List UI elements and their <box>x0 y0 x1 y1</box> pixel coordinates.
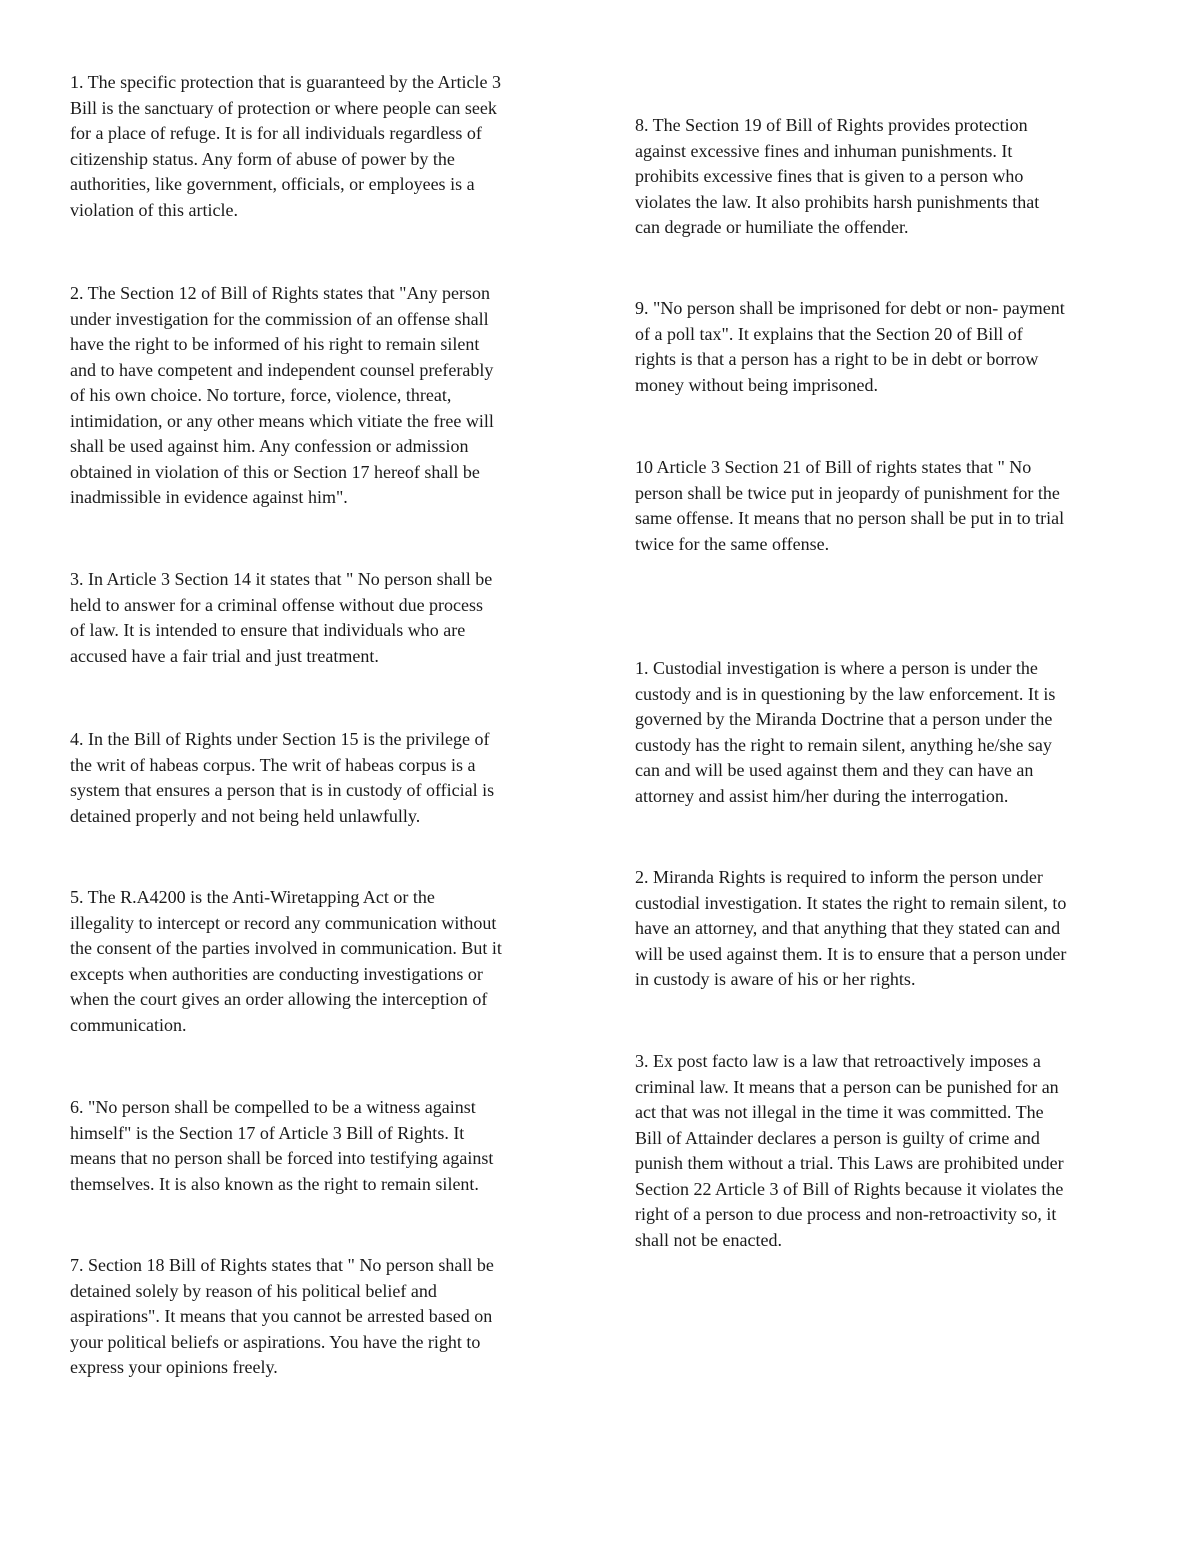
paragraph-article3-protection: 1. The specific protection that is guaranteed by the Article 3 Bill is the sanctuary of protection or where people can seek for a place of refuge. It is for all individuals regardless of citizenship status. Any form of abuse of power by the authorities, like government, officials, or employees is a violation of this article. <box>70 72 502 220</box>
paragraph-section-12: 2. The Section 12 of Bill of Rights states that "Any person under investigation for the commission of an offense shall have the right to be informed of his right to remain silent and to have competent and independent counsel preferably of his own choice. No torture, force, violence, threat, intimidation, or any other means which vitiate the free will shall be used against him. Any confession or admission obtained in violation of this or Section 17 hereof shall be inadmissible in evidence against him". <box>70 283 494 507</box>
paragraph-section-17: 6. "No person shall be compelled to be a witness against himself" is the Section 17 of Article 3 Bill of Rights. It means that no person shall be forced into testifying against themselves. It is also known as the right to remain silent. <box>70 1097 494 1194</box>
paragraph-ex-post-facto: 3. Ex post facto law is a law that retroactively imposes a criminal law. It means that a person can be punished for an act that was not illegal in the time it was committed. The Bill of Attainder declares a person is guilty of crime and punish them without a trial. This Laws are prohibited under Section 22 Article 3 of Bill of Rights because it violates the right of a person to due process and non-retroactivity so, it shall not be enacted. <box>635 1051 1064 1250</box>
paragraph-section-20: 9. "No person shall be imprisoned for debt or non- payment of a poll tax". It explains that the Section 20 of Bill of rights is that a person has a right to be in debt or borrow money without being imprisoned. <box>635 298 1065 395</box>
paragraph-section-18: 7. Section 18 Bill of Rights states that " No person shall be detained solely by reason of his political belief and aspirations". It means that you cannot be arrested based on your political beliefs or aspirations. You have the right to express your opinions freely. <box>70 1255 494 1377</box>
paragraph-custodial-investigation: 1. Custodial investigation is where a person is under the custody and is in questioning by the law enforcement. It is governed by the Miranda Doctrine that a person under the custody has the right to remain silent, anything he/she say can and will be used against them and they can have an attorney and assist him/her during the interrogation. <box>635 658 1056 806</box>
paragraph-ra4200: 5. The R.A4200 is the Anti-Wiretapping Act or the illegality to intercept or record any communication without the consent of the parties involved in communication. But it excepts when authorities are conducting investigations or when the court gives an order allowing the interception of communication. <box>70 887 502 1035</box>
paragraph-section-15: 4. In the Bill of Rights under Section 15 is the privilege of the writ of habeas corpus. The writ of habeas corpus is a system that ensures a person that is in custody of official is detained properly and not being held unlawfully. <box>70 729 495 826</box>
paragraph-section-14: 3. In Article 3 Section 14 it states that " No person shall be held to answer for a criminal offense without due process of law. It is intended to ensure that individuals who are accused have a fair trial and just treatment. <box>70 569 493 666</box>
paragraph-section-19: 8. The Section 19 of Bill of Rights provides protection against excessive fines and inhuman punishments. It prohibits excessive fines that is given to a person who violates the law. It also prohibits harsh punishments that can degrade or humiliate the offender. <box>635 115 1040 237</box>
paragraph-miranda-rights: 2. Miranda Rights is required to inform the person under custodial investigation. It states the right to remain silent, to have an attorney, and that anything that they stated can and will be used against them. It is to ensure that a person under in custody is aware of his or her rights. <box>635 867 1067 989</box>
paragraph-section-21: 10 Article 3 Section 21 of Bill of rights states that " No person shall be twice put in jeopardy of punishment for the same offense. It means that no person shall be put in to trial twice for the same offense. <box>635 457 1065 554</box>
